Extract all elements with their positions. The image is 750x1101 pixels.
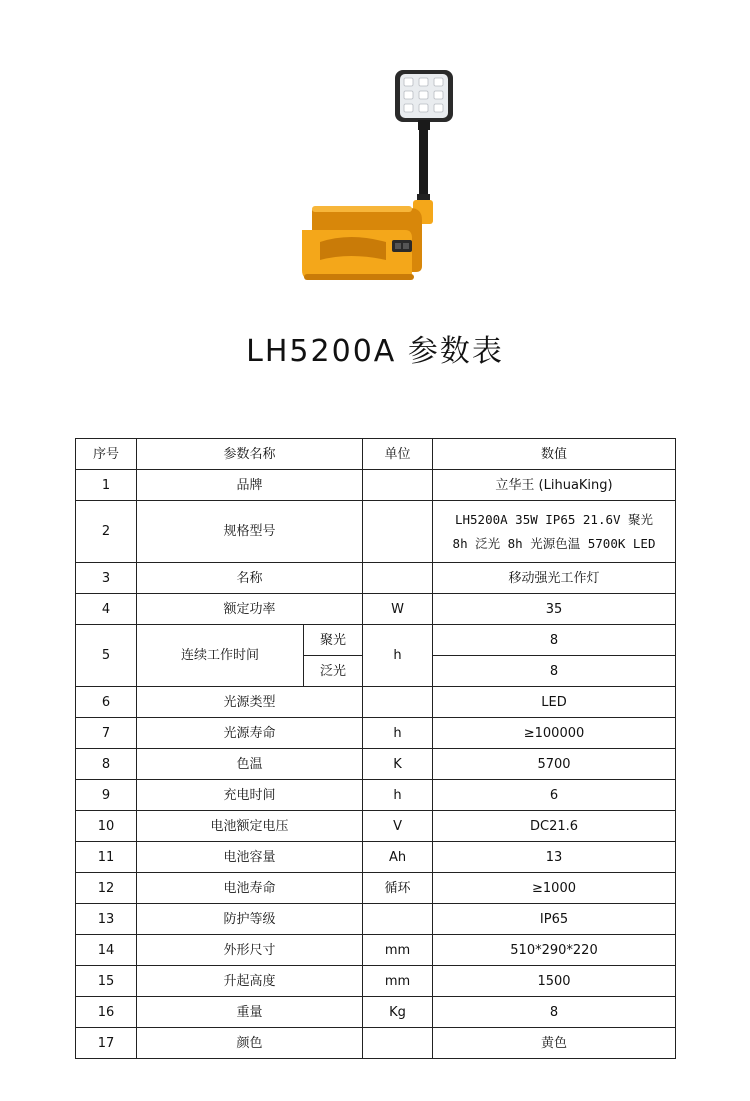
row-index: 13 bbox=[76, 904, 137, 935]
row-unit: h bbox=[363, 780, 433, 811]
row-unit bbox=[363, 687, 433, 718]
table-row bbox=[76, 687, 676, 718]
row-name: 连续工作时间 bbox=[137, 625, 304, 687]
row-index: 7 bbox=[76, 718, 137, 749]
row-index: 5 bbox=[76, 625, 137, 687]
row-name: 外形尺寸 bbox=[137, 935, 363, 966]
row-index: 2 bbox=[76, 501, 137, 563]
table-row bbox=[76, 966, 676, 997]
row-unit: Ah bbox=[363, 842, 433, 873]
row-subname-flood: 泛光 bbox=[304, 656, 363, 687]
row-value-line-2: 8h 泛光 8h 光源色温 5700K LED bbox=[452, 535, 656, 551]
row-index: 14 bbox=[76, 935, 137, 966]
telescopic-pole bbox=[419, 128, 428, 198]
row-value: 黄色 bbox=[433, 1028, 676, 1059]
table-header bbox=[76, 439, 676, 470]
table-row bbox=[76, 842, 676, 873]
row-unit bbox=[363, 904, 433, 935]
row-name: 充电时间 bbox=[137, 780, 363, 811]
row-unit: h bbox=[363, 718, 433, 749]
row-name: 色温 bbox=[137, 749, 363, 780]
table-row bbox=[76, 904, 676, 935]
row-unit bbox=[363, 501, 433, 563]
row-unit bbox=[363, 470, 433, 501]
row-value: 8 bbox=[433, 997, 676, 1028]
row-unit: 循环 bbox=[363, 873, 433, 904]
row-value: 35 bbox=[433, 594, 676, 625]
table-row bbox=[76, 594, 676, 625]
row-name: 升起高度 bbox=[137, 966, 363, 997]
spec-table bbox=[75, 438, 676, 1059]
row-index: 3 bbox=[76, 563, 137, 594]
row-unit: mm bbox=[363, 935, 433, 966]
row-index: 15 bbox=[76, 966, 137, 997]
header-name: 参数名称 bbox=[137, 439, 363, 470]
product-image bbox=[290, 60, 465, 285]
table-row bbox=[76, 470, 676, 501]
row-value: 立华王 (LihuaKing) bbox=[433, 470, 676, 501]
row-value: DC21.6 bbox=[433, 811, 676, 842]
row-unit: mm bbox=[363, 966, 433, 997]
table-row bbox=[76, 749, 676, 780]
header-index: 序号 bbox=[76, 439, 137, 470]
row-unit: K bbox=[363, 749, 433, 780]
page-title: LH5200A 参数表 bbox=[246, 334, 504, 369]
table-row bbox=[76, 873, 676, 904]
header-unit: 单位 bbox=[363, 439, 433, 470]
row-name: 防护等级 bbox=[137, 904, 363, 935]
table-row bbox=[76, 780, 676, 811]
table-row bbox=[76, 935, 676, 966]
row-value: 1500 bbox=[433, 966, 676, 997]
row-subname-spot: 聚光 bbox=[304, 625, 363, 656]
row-unit: V bbox=[363, 811, 433, 842]
row-name: 光源类型 bbox=[137, 687, 363, 718]
table-row bbox=[76, 1028, 676, 1059]
table-row bbox=[76, 563, 676, 594]
row-value bbox=[433, 501, 676, 563]
row-name: 电池额定电压 bbox=[137, 811, 363, 842]
row-value-flood: 8 bbox=[433, 656, 676, 687]
table-row bbox=[76, 997, 676, 1028]
row-value: LED bbox=[433, 687, 676, 718]
row-value: 13 bbox=[433, 842, 676, 873]
row-value: IP65 bbox=[433, 904, 676, 935]
row-name: 品牌 bbox=[137, 470, 363, 501]
row-index: 10 bbox=[76, 811, 137, 842]
row-index: 11 bbox=[76, 842, 137, 873]
row-value-line-1: LH5200A 35W IP65 21.6V 聚光 bbox=[454, 511, 654, 527]
row-name: 电池容量 bbox=[137, 842, 363, 873]
table-row bbox=[76, 501, 676, 563]
row-value: 510*290*220 bbox=[433, 935, 676, 966]
row-name: 重量 bbox=[137, 997, 363, 1028]
row-value: ≥1000 bbox=[433, 873, 676, 904]
row-value: ≥100000 bbox=[433, 718, 676, 749]
row-index: 12 bbox=[76, 873, 137, 904]
row-unit: h bbox=[363, 625, 433, 687]
row-value: 移动强光工作灯 bbox=[433, 563, 676, 594]
row-index: 9 bbox=[76, 780, 137, 811]
row-name: 颜色 bbox=[137, 1028, 363, 1059]
table-row bbox=[76, 811, 676, 842]
row-value-spot: 8 bbox=[433, 625, 676, 656]
row-name: 名称 bbox=[137, 563, 363, 594]
row-name: 电池寿命 bbox=[137, 873, 363, 904]
table-row bbox=[76, 625, 676, 656]
row-name: 额定功率 bbox=[137, 594, 363, 625]
row-index: 4 bbox=[76, 594, 137, 625]
row-index: 17 bbox=[76, 1028, 137, 1059]
row-index: 16 bbox=[76, 997, 137, 1028]
row-name: 光源寿命 bbox=[137, 718, 363, 749]
led-grid bbox=[404, 78, 443, 112]
header-value: 数值 bbox=[433, 439, 676, 470]
row-index: 8 bbox=[76, 749, 137, 780]
row-index: 1 bbox=[76, 470, 137, 501]
row-value: 5700 bbox=[433, 749, 676, 780]
row-unit bbox=[363, 563, 433, 594]
row-unit: W bbox=[363, 594, 433, 625]
row-index: 6 bbox=[76, 687, 137, 718]
row-value: 6 bbox=[433, 780, 676, 811]
row-unit bbox=[363, 1028, 433, 1059]
table-row bbox=[76, 718, 676, 749]
row-unit: Kg bbox=[363, 997, 433, 1028]
row-name: 规格型号 bbox=[137, 501, 363, 563]
